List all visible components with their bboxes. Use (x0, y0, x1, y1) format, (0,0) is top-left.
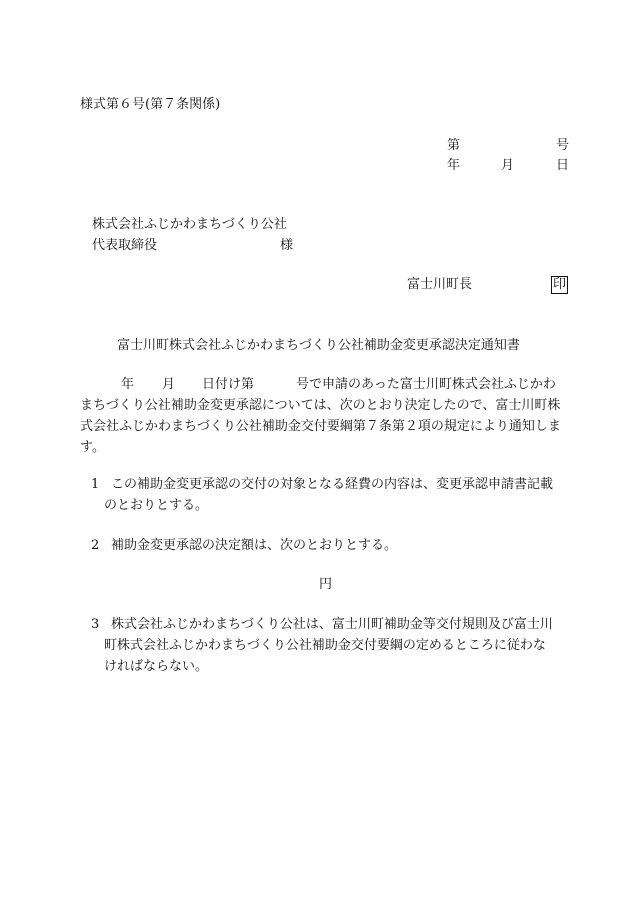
intro-month: 月 (162, 377, 176, 392)
item-3-number: 3 (91, 617, 100, 632)
item-1-number: 1 (91, 477, 100, 492)
doc-number-prefix: 第 (447, 138, 461, 153)
date-day: 日 (556, 158, 570, 173)
addressee-title: 代表取締役 (92, 238, 158, 253)
date-month: 月 (501, 158, 515, 173)
addressee-company: 株式会社ふじかわまちづくり公社 (92, 217, 287, 232)
item-3-line3: ければならない。 (104, 659, 209, 674)
intro-line1-rest: 号で申請のあった富士川町株式会社ふじかわ (296, 377, 556, 392)
item-2-number: 2 (91, 538, 100, 553)
amount-unit: 円 (319, 577, 333, 592)
seal-icon: 印 (553, 277, 567, 292)
doc-number-suffix: 号 (556, 138, 570, 153)
item-1-line2: のとおりとする。 (104, 498, 209, 513)
item-2-line1: 補助金変更承認の決定額は、次のとおりとする。 (111, 538, 398, 553)
intro-line3: 式会社ふじかわまちづくり公社補助金交付要綱第７条第２項の規定により通知しま (80, 419, 561, 434)
date-year: 年 (447, 158, 461, 173)
addressee-honorific: 様 (280, 238, 294, 253)
seal-mark (551, 276, 568, 294)
intro-dated: 日付け第 (202, 377, 255, 392)
intro-year: 年 (121, 377, 135, 392)
item-3-line1: 株式会社ふじかわまちづくり公社は、富士川町補助金等交付規則及び富士川 (111, 617, 553, 632)
form-label: 様式第６号(第７条関係) (80, 97, 221, 112)
item-3-line2: 町株式会社ふじかわまちづくり公社補助金交付要綱の定めるところに従わな (104, 638, 546, 653)
item-1-line1: この補助金変更承認の交付の対象となる経費の内容は、変更承認申請書記載 (111, 477, 554, 492)
intro-line4: す。 (80, 440, 105, 455)
intro-line2: まちづくり公社補助金変更承認については、次のとおり決定したので、富士川町株 (80, 398, 561, 413)
issuer-name: 富士川町長 (407, 277, 473, 292)
document-title: 富士川町株式会社ふじかわまちづくり公社補助金変更承認決定通知書 (117, 338, 520, 353)
